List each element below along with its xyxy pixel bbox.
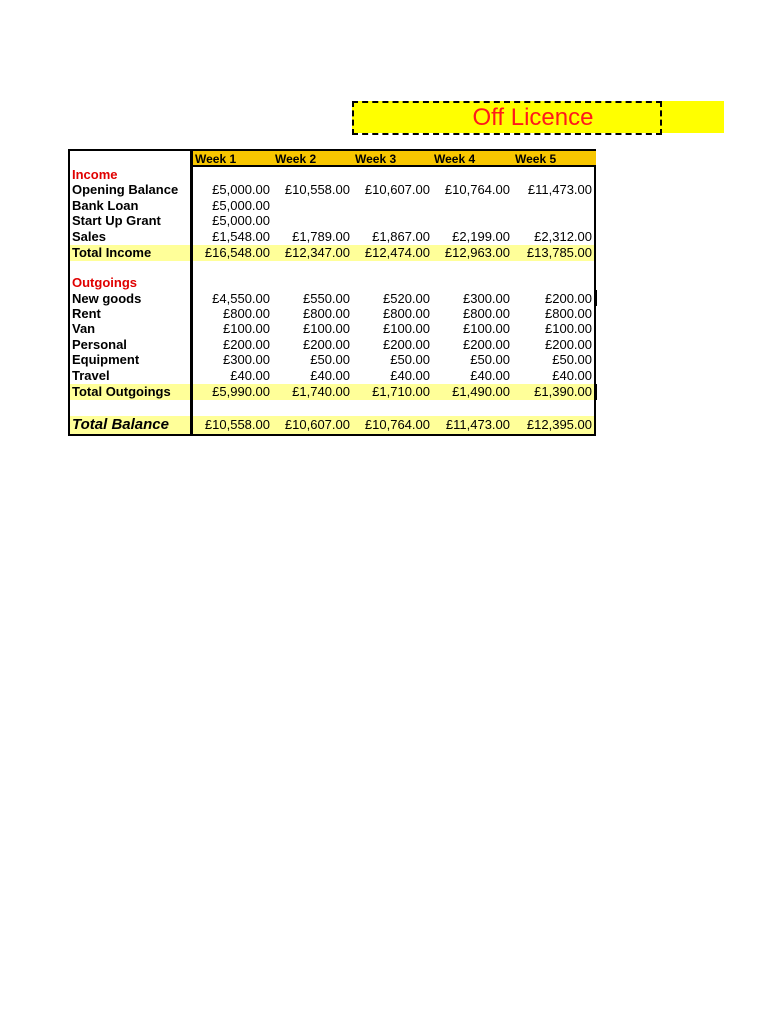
table-cell[interactable]: £40.00	[470, 368, 510, 383]
table-row	[70, 368, 594, 384]
column-header-week-5[interactable]: Week 5	[515, 152, 557, 166]
table-cell[interactable]: £800.00	[463, 306, 510, 321]
table-cell[interactable]: £40.00	[552, 368, 592, 383]
table-cell[interactable]: £1,710.00	[372, 384, 430, 399]
table-cell[interactable]: £40.00	[310, 368, 350, 383]
table-cell[interactable]: £5,000.00	[212, 198, 270, 213]
row-label[interactable]: Bank Loan	[72, 198, 139, 213]
row-label[interactable]: Total Outgoings	[72, 384, 171, 399]
row-label[interactable]: New goods	[72, 291, 142, 306]
table-row	[70, 352, 594, 368]
income-section-row	[70, 167, 594, 183]
table-row	[70, 182, 594, 198]
row-label[interactable]: Total Income	[72, 245, 152, 260]
table-cell[interactable]: £10,558.00	[204, 417, 270, 432]
table-row	[70, 306, 594, 322]
table-cell[interactable]: £1,490.00	[452, 384, 510, 399]
table-cell[interactable]: £200.00	[545, 337, 592, 352]
table-cell[interactable]: £100.00	[303, 321, 350, 336]
row-label[interactable]: Equipment	[72, 352, 140, 367]
table-row	[70, 321, 594, 337]
row-label[interactable]: Travel	[72, 368, 110, 383]
table-cell[interactable]: £1,740.00	[292, 384, 350, 399]
table-cell[interactable]: £12,347.00	[284, 245, 350, 260]
table-cell[interactable]: £800.00	[303, 306, 350, 321]
table-cell[interactable]: £800.00	[383, 306, 430, 321]
total-balance-row	[70, 417, 594, 433]
table-cell[interactable]: £550.00	[303, 291, 350, 306]
table-cell[interactable]: £200.00	[383, 337, 430, 352]
table-cell[interactable]: £5,990.00	[212, 384, 270, 399]
table-cell[interactable]: £300.00	[463, 291, 510, 306]
table-cell[interactable]: £300.00	[223, 352, 270, 367]
table-cell[interactable]: £100.00	[223, 321, 270, 336]
table-cell[interactable]: £10,607.00	[284, 417, 350, 432]
table-cell[interactable]: £1,390.00	[534, 384, 592, 399]
table-cell[interactable]: £10,764.00	[444, 182, 510, 197]
table-cell[interactable]: £16,548.00	[204, 245, 270, 260]
table-cell[interactable]: £12,395.00	[526, 417, 592, 432]
table-cell[interactable]: £1,548.00	[212, 229, 270, 244]
table-cell[interactable]: £100.00	[383, 321, 430, 336]
column-header-week-3[interactable]: Week 3	[355, 152, 397, 166]
table-cell[interactable]: £10,764.00	[364, 417, 430, 432]
table-cell[interactable]: £100.00	[545, 321, 592, 336]
table-row	[70, 198, 594, 214]
table-cell[interactable]: £12,963.00	[444, 245, 510, 260]
table-cell[interactable]: £2,199.00	[452, 229, 510, 244]
table-cell[interactable]: £12,474.00	[364, 245, 430, 260]
table-cell[interactable]: £50.00	[310, 352, 350, 367]
table-cell[interactable]: £40.00	[230, 368, 270, 383]
row-label[interactable]: Rent	[72, 306, 101, 321]
total-outgoings-row	[70, 384, 594, 400]
table-cell[interactable]: £800.00	[545, 306, 592, 321]
table-cell[interactable]: £50.00	[470, 352, 510, 367]
row-label[interactable]: Personal	[72, 337, 127, 352]
table-row	[70, 337, 594, 353]
row-label[interactable]: Opening Balance	[72, 182, 179, 197]
table-cell[interactable]: £200.00	[463, 337, 510, 352]
total-income-row	[70, 245, 594, 261]
table-cell[interactable]: £2,312.00	[534, 229, 592, 244]
row-label[interactable]: Van	[72, 321, 96, 336]
table-cell[interactable]: £50.00	[552, 352, 592, 367]
row-label[interactable]: Start Up Grant	[72, 213, 161, 228]
outgoings-section-row	[70, 275, 594, 291]
column-header-week-2[interactable]: Week 2	[275, 152, 317, 166]
table-cell[interactable]: £4,550.00	[212, 291, 270, 306]
header-row	[70, 151, 594, 167]
income-section-label[interactable]: Income	[72, 167, 118, 182]
table-cell[interactable]: £1,789.00	[292, 229, 350, 244]
table-row	[70, 213, 594, 229]
outgoings-section-label[interactable]: Outgoings	[72, 275, 137, 290]
table-cell[interactable]: £200.00	[545, 291, 592, 306]
table-cell[interactable]: £10,607.00	[364, 182, 430, 197]
column-header-week-1[interactable]: Week 1	[195, 152, 237, 166]
table-cell[interactable]: £800.00	[223, 306, 270, 321]
table-cell[interactable]: £13,785.00	[526, 245, 592, 260]
cell-border-mark	[594, 290, 597, 306]
table-cell[interactable]: £1,867.00	[372, 229, 430, 244]
row-label[interactable]: Sales	[72, 229, 106, 244]
cell-border-mark	[594, 384, 597, 400]
table-cell[interactable]: £10,558.00	[284, 182, 350, 197]
column-header-week-4[interactable]: Week 4	[434, 152, 476, 166]
table-cell[interactable]: £200.00	[303, 337, 350, 352]
table-cell[interactable]: £40.00	[390, 368, 430, 383]
sheet-title: Off Licence	[472, 104, 594, 131]
table-cell[interactable]: £50.00	[390, 352, 430, 367]
table-cell[interactable]: £100.00	[463, 321, 510, 336]
table-row	[70, 229, 594, 245]
row-label[interactable]: Total Balance	[72, 416, 169, 433]
table-cell[interactable]: £11,473.00	[527, 182, 592, 197]
table-cell[interactable]: £200.00	[223, 337, 270, 352]
table-row	[70, 291, 594, 307]
table-cell[interactable]: £5,000.00	[212, 213, 270, 228]
table-cell[interactable]: £11,473.00	[445, 417, 510, 432]
table-cell[interactable]: £5,000.00	[212, 182, 270, 197]
table-cell[interactable]: £520.00	[383, 291, 430, 306]
